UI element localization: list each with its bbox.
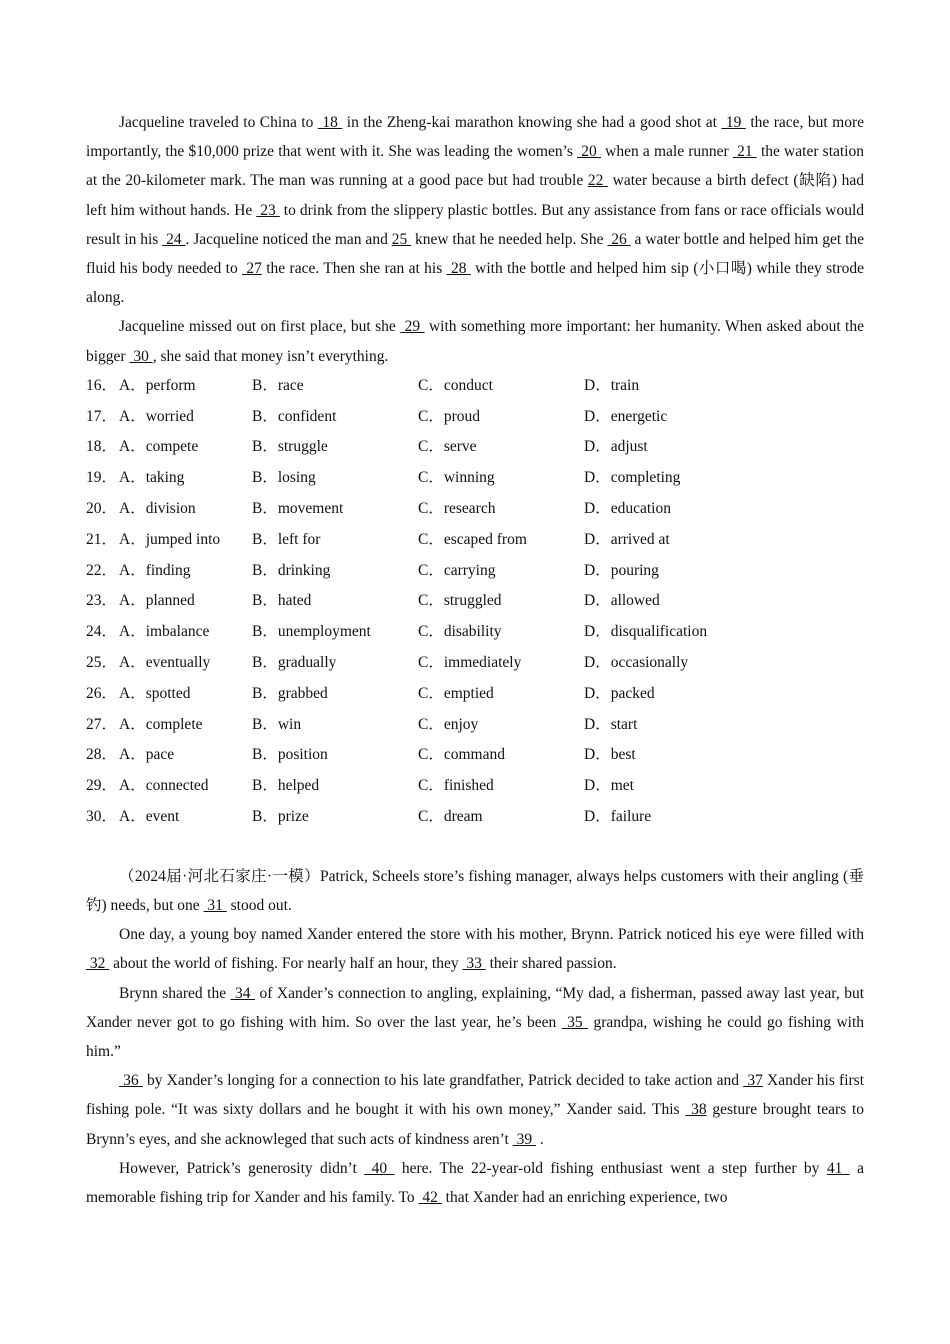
option-d[interactable]: D．allowed (584, 592, 660, 610)
question-row (86, 494, 864, 525)
text: of Xander’s connection to angling, explaining, “My dad, a fisherman, passed away last year, but Xander never got to go fishing with him. So over the last year, he’s been (86, 984, 865, 1031)
blank-22[interactable]: 22 (587, 172, 609, 190)
question-options (86, 371, 864, 833)
text: their shared passion. (485, 955, 617, 973)
option-a[interactable]: A．eventually (119, 654, 211, 671)
option-b[interactable]: B．win (252, 715, 302, 733)
option-c[interactable]: C．dream (418, 807, 483, 825)
option-d[interactable]: D．met (584, 777, 634, 795)
option-c[interactable]: C．enjoy (418, 715, 479, 733)
option-d[interactable]: D．arrived at (584, 530, 670, 548)
text: knew that he needed help. She (411, 230, 608, 248)
option-a[interactable]: A．event (119, 807, 180, 825)
text: the race, but more importantly, the $10,000 prize that went with it. She was leading the women’s (86, 114, 865, 161)
option-b[interactable]: B．unemployment (252, 623, 371, 641)
option-d[interactable]: D．completing (584, 469, 681, 487)
option-c[interactable]: C．disability (418, 623, 502, 641)
option-d[interactable]: D．train (584, 376, 640, 394)
text: One day, a young boy named Xander entered the store with his mother, Brynn. Patrick noticed his eye were filled with (119, 926, 864, 944)
text: the race. Then she ran at his (261, 260, 447, 278)
text: the water station at the 20-kilometer mark. The man was running at a good pace but had trouble (86, 143, 864, 190)
option-b[interactable]: B．helped (252, 777, 320, 795)
blank-21[interactable]: 21 (732, 143, 757, 161)
blank-24[interactable]: 24 (162, 230, 186, 248)
option-c[interactable]: C．carrying (418, 561, 496, 579)
text: stood out. (226, 896, 292, 914)
option-c[interactable]: C．escaped from (418, 530, 527, 548)
blank-28[interactable]: 28 (446, 260, 471, 278)
question-number: 28． (86, 746, 118, 764)
question-number: 18． (86, 438, 118, 456)
option-a[interactable]: A．spotted (119, 684, 191, 702)
question-row (86, 710, 864, 741)
text: grandpa, wishing he could go fishing with him.” (86, 1013, 864, 1060)
option-b[interactable]: B．grabbed (252, 684, 328, 702)
option-d[interactable]: D．disqualification (584, 623, 708, 641)
question-row (86, 771, 864, 802)
blank-38[interactable]: 38 (685, 1101, 707, 1119)
text: a water bottle and helped him get the fluid his body needed to (86, 230, 864, 278)
blank-29[interactable]: 29 (400, 318, 425, 336)
blank-34[interactable]: 34 (230, 984, 256, 1002)
question-number: 20． (86, 500, 118, 518)
option-c[interactable]: C．command (418, 746, 505, 764)
text: . Jacqueline noticed the man and (185, 230, 392, 248)
option-d[interactable]: D．energetic (584, 407, 668, 425)
blank-37[interactable]: 37 (743, 1072, 763, 1090)
blank-36[interactable]: 36 (119, 1072, 143, 1090)
option-b[interactable]: B．prize (252, 807, 309, 825)
question-row (86, 463, 864, 494)
option-a[interactable]: A．connected (119, 777, 209, 795)
text: when a male runner (600, 143, 733, 161)
text: gesture brought tears to Brynn’s eyes, and she acknowleged that such acts of kindness aren’t (86, 1101, 864, 1148)
option-a[interactable]: A．imbalance (119, 623, 210, 641)
question-row (86, 525, 864, 556)
option-c[interactable]: C．finished (418, 777, 494, 795)
option-a[interactable]: A．taking (119, 469, 185, 487)
question-number: 16． (86, 376, 118, 394)
question-number: 22． (86, 561, 118, 579)
blank-26[interactable]: 26 (607, 230, 631, 248)
question-number: 21． (86, 530, 118, 548)
option-c[interactable]: C．immediately (418, 654, 522, 671)
question-row (86, 402, 864, 433)
question-number: 30． (86, 807, 118, 825)
option-a[interactable]: A．pace (119, 746, 175, 764)
text: in the Zheng-kai marathon knowing she had a good shot at (342, 114, 722, 131)
blank-35[interactable]: 35 (561, 1013, 589, 1031)
document-page (86, 108, 864, 1212)
option-a[interactable]: A．jumped into (119, 530, 221, 548)
question-row (86, 586, 864, 617)
question-row (86, 802, 864, 833)
passage2-paragraph5 (86, 1154, 864, 1212)
section-gap (86, 833, 864, 862)
option-c[interactable]: C．serve (418, 438, 477, 456)
text: , she said that money isn’t everything. (152, 347, 389, 365)
option-a[interactable]: A．complete (119, 715, 203, 733)
question-number: 25． (86, 654, 118, 671)
text: Jacqueline missed out on first place, but she (119, 318, 401, 336)
option-c[interactable]: C．conduct (418, 376, 493, 394)
question-row (86, 371, 864, 402)
blank-42[interactable]: 42 (418, 1189, 442, 1207)
text: by Xander’s longing for a connection to his late grandfather, Patrick decided to take action and (142, 1072, 744, 1090)
option-b[interactable]: B．losing (252, 469, 316, 487)
option-b[interactable]: B．struggle (252, 438, 328, 456)
passage1-paragraph2 (86, 312, 864, 370)
blank-25[interactable]: 25 (391, 230, 412, 248)
option-d[interactable]: D．education (584, 500, 671, 518)
blank-23[interactable]: 23 (256, 201, 280, 219)
blank-31[interactable]: 31 (203, 896, 227, 914)
text: . (535, 1130, 544, 1148)
question-number: 23． (86, 592, 118, 610)
option-a[interactable]: A．division (119, 500, 196, 518)
option-d[interactable]: D．packed (584, 684, 655, 702)
option-b[interactable]: B．movement (252, 500, 344, 518)
blank-27[interactable]: 27 (242, 260, 262, 278)
option-d[interactable]: D．start (584, 715, 638, 733)
text: with something more important: her humanity. When asked about the bigger (86, 318, 864, 365)
blank-41[interactable]: 41 (826, 1159, 850, 1177)
blank-18[interactable]: 18 (317, 114, 343, 131)
option-c[interactable]: C．struggled (418, 592, 502, 610)
passage2-paragraph2 (86, 920, 864, 978)
passage1-paragraph1 (86, 108, 864, 312)
question-row (86, 432, 864, 463)
question-row (86, 556, 864, 587)
option-d[interactable]: D．occasionally (584, 654, 689, 671)
question-number: 24． (86, 623, 118, 641)
text: about the world of fishing. For nearly half an hour, they (109, 955, 463, 973)
text: Brynn shared the (119, 984, 231, 1002)
blank-19[interactable]: 19 (721, 114, 746, 131)
option-a[interactable]: A．planned (119, 592, 195, 610)
blank-39[interactable]: 39 (512, 1130, 536, 1148)
text: here. The 22-year-old fishing enthusiast went a step further by (394, 1159, 827, 1177)
option-b[interactable]: B．confident (252, 407, 337, 425)
blank-32[interactable]: 32 (86, 955, 110, 973)
question-number: 17． (86, 407, 118, 425)
text: water because a birth defect (缺陷) had left him without hands. He (86, 172, 864, 219)
blank-20[interactable]: 20 (577, 143, 601, 161)
question-row (86, 617, 864, 648)
passage2-paragraph1 (86, 862, 864, 920)
option-c[interactable]: C．proud (418, 407, 481, 425)
blank-30[interactable]: 30 (129, 347, 153, 365)
blank-40[interactable]: 40 (364, 1159, 395, 1177)
question-row (86, 648, 864, 679)
option-c[interactable]: C．emptied (418, 684, 494, 702)
passage2-paragraph3 (86, 979, 864, 1067)
blank-33[interactable]: 33 (462, 955, 486, 973)
option-d[interactable]: D．best (584, 746, 636, 764)
text: （2024届·河北石家庄·一模）Patrick, Scheels store’s fishing manager, always helps customers with their angling (垂钓) needs, but one (86, 867, 864, 914)
option-b[interactable]: B．drinking (252, 561, 331, 579)
text: a memorable fishing trip for Xander and his family. To (86, 1159, 864, 1207)
question-row (86, 740, 864, 771)
question-row (86, 679, 864, 710)
option-d[interactable]: D．adjust (584, 438, 648, 456)
option-c[interactable]: C．research (418, 500, 496, 518)
question-number: 29． (86, 777, 118, 795)
option-b[interactable]: B．left for (252, 530, 321, 548)
option-d[interactable]: D．failure (584, 807, 652, 825)
option-b[interactable]: B．hated (252, 592, 312, 610)
option-b[interactable]: B．position (252, 746, 328, 764)
option-d[interactable]: D．pouring (584, 561, 659, 579)
option-c[interactable]: C．winning (418, 469, 495, 487)
text: However, Patrick’s generosity didn’t (119, 1159, 365, 1177)
text: Xander his first fishing pole. “It was sixty dollars and he bought it with his own money,” Xander said. This (86, 1072, 865, 1119)
option-a[interactable]: A．worried (119, 407, 194, 425)
text: Jacqueline traveled to China to (119, 114, 318, 131)
option-b[interactable]: B．race (252, 376, 304, 394)
passage2-paragraph4 (86, 1066, 864, 1154)
text: that Xander had an enriching experience, two (441, 1189, 728, 1207)
text: to drink from the slippery plastic bottles. But any assistance from fans or race officials would result in his (86, 201, 864, 248)
option-a[interactable]: A．compete (119, 438, 199, 456)
option-a[interactable]: A．perform (119, 376, 196, 394)
option-a[interactable]: A．finding (119, 561, 191, 579)
text: with the bottle and helped him sip (小口喝) while they strode along. (86, 260, 865, 307)
option-b[interactable]: B．gradually (252, 654, 337, 671)
question-number: 19． (86, 469, 118, 487)
question-number: 26． (86, 684, 118, 702)
question-number: 27． (86, 715, 118, 733)
